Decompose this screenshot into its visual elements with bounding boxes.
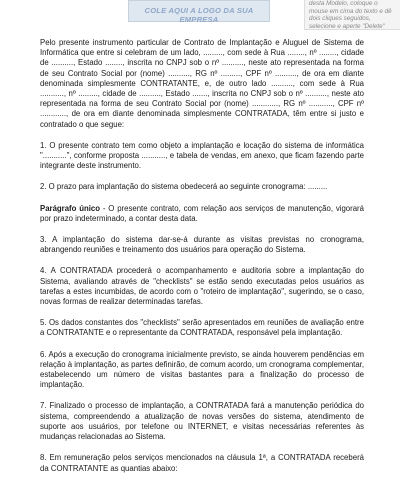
clause-1: 1. O presente contrato tem como objeto a implantação e locação do sistema de informática "...........", conforme proposta ..........., e tabela de vendas, em anexo, que ficam fazendo parte integrante deste instrumento. [40,140,364,171]
clause-6: 6. Após a execução do cronograma inicialmente previsto, se ainda houverem pendências em relação à implantação, as partes definirão, de comum acordo, um cronograma complementar, estabelecendo um número de visitas bastantes para a finalização do processo de implantação. [40,349,364,390]
clause-4: 4. A CONTRATADA procederá o acompanhamento e auditoria sobre a implantação do Sistema, avaliando através de "checklists" se estão sendo executadas pelos usuários as tarefas a estes incumbidas, de acordo com o "roteiro de implantação", sugerindo, se o caso, novas formas de realizar determinadas tarefas. [40,266,364,307]
clause-3: 3. A implantação do sistema dar-se-á durante as visitas previstas no cronograma, abrangendo reuniões e treinamento dos usuários para operação do Sistema. [40,235,364,255]
paragrafo-unico [40,204,364,224]
clause-7: 7. Finalizado o processo de implantação, a CONTRATADA fará a manutenção periódica do sistema, compreendendo a atualização de novas versões do sistema, atendimento de suporte aos usuários, por telefone ou INTERNET, e visitas necessárias referentes às mudanças relacionadas ao Sistema. [40,401,364,442]
paragrafo-unico-label: Parágrafo único [40,203,101,213]
clause-8: 8. Em remuneração pelos serviços mencionados na cláusula 1ª, a CONTRATADA receberá da CONTRATANTE as quantias abaixo: [40,453,364,473]
logo-placeholder-text: COLE AQUI A LOGO DA SUA EMPRESA [144,6,254,24]
clause-5: 5. Os dados constantes dos "checklists" serão apresentados em reuniões de avaliação entre a CONTRATANTE e o representante da CONTRATADA, responsável pela implantação. [40,318,364,338]
paragrafo-unico-text: - O presente contrato, com relação aos serviços de manutenção, vigorará por prazo indeterminado, a contar desta data. [40,203,364,223]
contract-body [40,38,364,483]
clause-2: 2. O prazo para implantação do sistema obedecerá ao seguinte cronograma: ......... [40,182,328,192]
instruction-note: desta Modelo, coloque o mouse em cima do texto e dê dois cliques seguidos, selecione e aperte "Delete" [304,0,400,30]
logo-placeholder[interactable] [128,0,270,22]
intro-paragraph: Pelo presente instrumento particular de Contrato de Implantação e Aluguel de Sistema de Informática que entre si celebram de um lado, ........., com sede à Rua ........, nº ........, cidade de .........., Estado ........, inscrita no CNPJ sob o nº .........., neste ato representada na forma de seu Contrato Social por (nome) .........., RG nº ........., CPF nº .........., de ora em diante denominada simplesmente CONTRATANTE, e, de outro lado .........., com sede à Rua ..........., nº ........., cidade de .........., Estado ......., inscrita no CNPJ sob o nº .........., neste ato representada na forma de seu Contrato Social por (nome) ............, RG nº ..........., CPF nº ............, de ora em diante denominada simplesmente CONTRATADA, têm entre si justo e contratado o que segue: [40,38,364,129]
